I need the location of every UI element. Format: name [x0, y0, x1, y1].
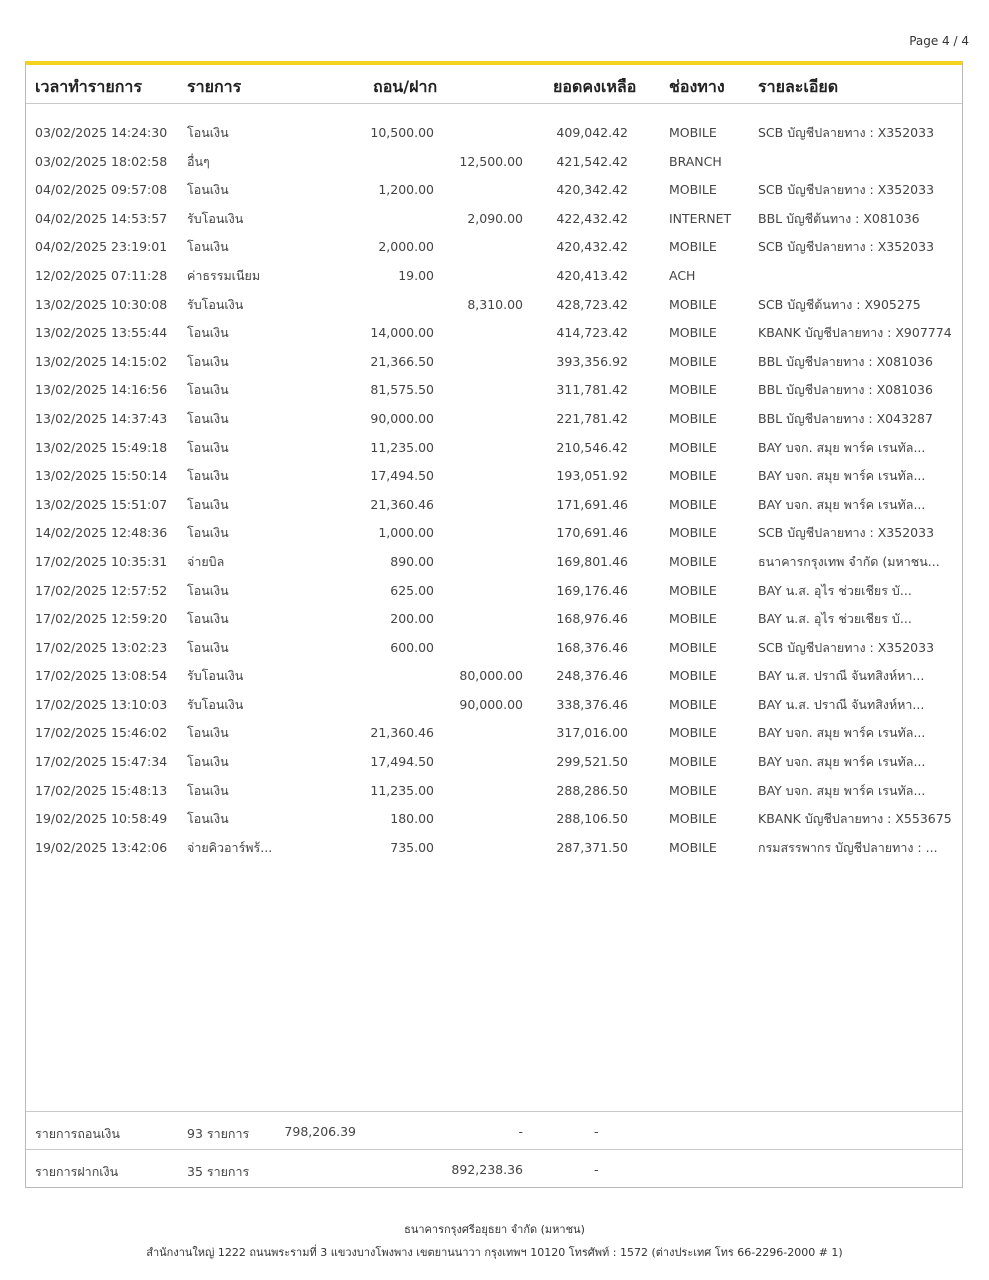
cell-description: โอนเงิน	[187, 125, 229, 140]
cell-description: ค่าธรรมเนียม	[187, 267, 261, 283]
cell-details: BAY บจก. สมุย พาร์ค เรนทัล...	[758, 754, 926, 770]
cell-description: โอนเงิน	[187, 382, 229, 398]
cell-withdraw: 21,360.46	[370, 725, 434, 741]
cell-description: โอนเงิน	[187, 239, 229, 255]
summary-count: 93 รายการ	[187, 1126, 250, 1141]
cell-time: 17/02/2025 10:35:31	[35, 553, 168, 569]
cell-withdraw: 90,000.00	[370, 410, 434, 426]
cell-withdraw: 17,494.50	[370, 754, 434, 770]
summary-balance: -	[594, 1162, 599, 1177]
table-row	[26, 125, 962, 154]
cell-time: 13/02/2025 15:49:18	[35, 439, 168, 455]
cell-description: รับโอนเงิน	[187, 668, 244, 684]
table-row	[26, 268, 962, 297]
cell-balance: 168,976.46	[556, 611, 628, 627]
cell-time: 13/02/2025 14:16:56	[35, 382, 168, 398]
cell-description: โอนเงิน	[187, 410, 229, 426]
cell-description: จ่ายคิวอาร์พร้...	[187, 839, 273, 855]
cell-balance: 428,723.42	[556, 296, 628, 312]
header-balance: ยอดคงเหลือ	[553, 77, 637, 96]
cell-details: BAY บจก. สมุย พาร์ค เรนทัล...	[758, 782, 926, 798]
table-row	[26, 382, 962, 411]
header-details: รายละเอียด	[758, 77, 839, 96]
cell-channel: MOBILE	[669, 582, 717, 598]
cell-withdraw: 11,235.00	[370, 439, 434, 455]
cell-channel: MOBILE	[669, 668, 717, 684]
cell-channel: MOBILE	[669, 782, 717, 798]
cell-details: BAY น.ส. ปราณี จันทสิงห์หา...	[758, 668, 925, 684]
cell-description: โอนเงิน	[187, 725, 229, 741]
summary-deposit-total: 892,238.36	[451, 1162, 523, 1177]
cell-details: BAY น.ส. อุไร ช่วยเชียร บั...	[758, 582, 912, 598]
cell-details: ธนาคารกรุงเทพ จำกัด (มหาชน...	[758, 553, 940, 569]
cell-details: SCB บัญชีปลายทาง : X352033	[758, 125, 935, 140]
cell-time: 03/02/2025 18:02:58	[35, 153, 168, 169]
cell-channel: MOBILE	[669, 839, 717, 855]
cell-withdraw: 81,575.50	[370, 382, 434, 398]
table-row	[26, 783, 962, 812]
cell-details: BAY บจก. สมุย พาร์ค เรนทัล...	[758, 725, 926, 741]
cell-time: 17/02/2025 15:46:02	[35, 725, 168, 741]
table-row	[26, 725, 962, 754]
cell-withdraw: 2,000.00	[378, 239, 434, 255]
cell-details: SCB บัญชีปลายทาง : X352033	[758, 182, 935, 198]
cell-channel: MOBILE	[669, 468, 717, 484]
table-row	[26, 354, 962, 383]
statement-table	[25, 61, 963, 1188]
cell-balance: 170,691.46	[556, 525, 628, 541]
cell-balance: 169,801.46	[556, 553, 628, 569]
cell-description: อื่นๆ	[187, 153, 210, 169]
cell-time: 13/02/2025 13:55:44	[35, 325, 168, 341]
cell-details: SCB บัญชีปลายทาง : X352033	[758, 639, 935, 655]
cell-withdraw: 200.00	[390, 611, 434, 627]
cell-description: โอนเงิน	[187, 611, 229, 627]
cell-deposit: 90,000.00	[459, 696, 523, 712]
cell-time: 14/02/2025 12:48:36	[35, 525, 168, 541]
cell-description: โอนเงิน	[187, 639, 229, 655]
cell-withdraw: 17,494.50	[370, 468, 434, 484]
cell-channel: MOBILE	[669, 611, 717, 627]
cell-balance: 420,342.42	[556, 182, 628, 198]
header-description: รายการ	[187, 77, 242, 96]
cell-time: 13/02/2025 15:50:14	[35, 468, 168, 484]
cell-balance: 288,286.50	[556, 782, 628, 798]
cell-details: KBANK บัญชีปลายทาง : X553675	[758, 811, 952, 827]
cell-description: โอนเงิน	[187, 468, 229, 484]
cell-channel: INTERNET	[669, 210, 732, 226]
cell-details: BBL บัญชีปลายทาง : X043287	[758, 410, 933, 426]
cell-channel: MOBILE	[669, 296, 717, 312]
cell-time: 17/02/2025 13:08:54	[35, 668, 168, 684]
summary-deposit-total: -	[518, 1124, 523, 1139]
cell-balance: 169,176.46	[556, 582, 628, 598]
header-withdraw-deposit: ถอน/ฝาก	[373, 77, 438, 96]
cell-withdraw: 1,000.00	[378, 525, 434, 541]
cell-channel: MOBILE	[669, 811, 717, 827]
table-row	[26, 525, 962, 554]
cell-channel: MOBILE	[669, 439, 717, 455]
cell-details: BAY น.ส. อุไร ช่วยเชียร บั...	[758, 611, 912, 627]
summary-label: รายการถอนเงิน	[35, 1126, 120, 1141]
table-row	[26, 297, 962, 326]
cell-time: 19/02/2025 13:42:06	[35, 839, 168, 855]
cell-balance: 338,376.46	[556, 696, 628, 712]
cell-channel: MOBILE	[669, 639, 717, 655]
cell-balance: 248,376.46	[556, 668, 628, 684]
cell-time: 13/02/2025 14:37:43	[35, 410, 168, 426]
cell-details: KBANK บัญชีปลายทาง : X907774	[758, 325, 952, 341]
cell-details: SCB บัญชีปลายทาง : X352033	[758, 525, 935, 541]
cell-balance: 422,432.42	[556, 210, 628, 226]
cell-balance: 414,723.42	[556, 325, 628, 341]
table-row	[26, 611, 962, 640]
cell-balance: 210,546.42	[556, 439, 628, 455]
cell-description: จ่ายบิล	[187, 553, 225, 569]
table-row	[26, 697, 962, 726]
cell-balance: 168,376.46	[556, 639, 628, 655]
cell-details: BAY บจก. สมุย พาร์ค เรนทัล...	[758, 439, 926, 455]
table-row	[26, 239, 962, 268]
cell-time: 19/02/2025 10:58:49	[35, 811, 168, 827]
table-row	[26, 411, 962, 440]
cell-deposit: 8,310.00	[467, 296, 523, 312]
cell-description: รับโอนเงิน	[187, 296, 244, 312]
summary-withdrawals	[26, 1111, 962, 1149]
table-row	[26, 840, 962, 869]
table-row	[26, 754, 962, 783]
cell-channel: MOBILE	[669, 239, 717, 255]
cell-channel: MOBILE	[669, 353, 717, 369]
cell-time: 17/02/2025 12:57:52	[35, 582, 168, 598]
cell-description: โอนเงิน	[187, 782, 229, 798]
cell-channel: MOBILE	[669, 496, 717, 512]
cell-details: SCB บัญชีปลายทาง : X352033	[758, 239, 935, 255]
cell-description: โอนเงิน	[187, 525, 229, 541]
cell-withdraw: 180.00	[390, 811, 434, 827]
table-row	[26, 497, 962, 526]
cell-details: BAY น.ส. ปราณี จันทสิงห์หา...	[758, 696, 925, 712]
cell-time: 04/02/2025 23:19:01	[35, 239, 168, 255]
cell-details: BBL บัญชีปลายทาง : X081036	[758, 353, 933, 369]
cell-deposit: 2,090.00	[467, 210, 523, 226]
cell-withdraw: 735.00	[390, 839, 434, 855]
header-channel: ช่องทาง	[669, 77, 725, 96]
cell-withdraw: 625.00	[390, 582, 434, 598]
cell-channel: MOBILE	[669, 382, 717, 398]
cell-time: 17/02/2025 13:10:03	[35, 696, 168, 712]
cell-time: 13/02/2025 10:30:08	[35, 296, 168, 312]
cell-time: 17/02/2025 15:48:13	[35, 782, 168, 798]
cell-description: โอนเงิน	[187, 582, 229, 598]
cell-channel: MOBILE	[669, 410, 717, 426]
summary-count: 35 รายการ	[187, 1164, 250, 1179]
cell-description: รับโอนเงิน	[187, 696, 244, 712]
cell-balance: 409,042.42	[556, 125, 628, 140]
cell-channel: MOBILE	[669, 725, 717, 741]
cell-channel: BRANCH	[669, 153, 722, 169]
page-number: Page 4 / 4	[909, 34, 969, 48]
cell-channel: MOBILE	[669, 525, 717, 541]
cell-description: รับโอนเงิน	[187, 210, 244, 226]
table-row	[26, 554, 962, 583]
cell-description: โอนเงิน	[187, 439, 229, 455]
cell-description: โอนเงิน	[187, 325, 229, 341]
cell-balance: 317,016.00	[556, 725, 628, 741]
cell-details: BBL บัญชีปลายทาง : X081036	[758, 382, 933, 398]
table-row	[26, 583, 962, 612]
cell-withdraw: 1,200.00	[378, 182, 434, 198]
cell-description: โอนเงิน	[187, 811, 229, 827]
cell-details: BAY บจก. สมุย พาร์ค เรนทัล...	[758, 496, 926, 512]
cell-balance: 311,781.42	[556, 382, 628, 398]
cell-channel: MOBILE	[669, 553, 717, 569]
cell-balance: 420,432.42	[556, 239, 628, 255]
cell-details: กรมสรรพากร บัญชีปลายทาง : ...	[758, 839, 938, 855]
cell-balance: 420,413.42	[556, 267, 628, 283]
cell-time: 04/02/2025 09:57:08	[35, 182, 168, 198]
table-row	[26, 811, 962, 840]
cell-channel: MOBILE	[669, 754, 717, 770]
footer-bank-name: ธนาคารกรุงศรีอยุธยา จำกัด (มหาชน)	[404, 1223, 585, 1236]
cell-channel: ACH	[669, 267, 696, 283]
cell-deposit: 80,000.00	[459, 668, 523, 684]
cell-balance: 393,356.92	[556, 353, 628, 369]
table-row	[26, 668, 962, 697]
cell-balance: 221,781.42	[556, 410, 628, 426]
cell-description: โอนเงิน	[187, 754, 229, 770]
cell-balance: 171,691.46	[556, 496, 628, 512]
cell-balance: 287,371.50	[556, 839, 628, 855]
cell-time: 04/02/2025 14:53:57	[35, 210, 168, 226]
cell-balance: 299,521.50	[556, 754, 628, 770]
cell-withdraw: 19.00	[398, 267, 434, 283]
cell-withdraw: 10,500.00	[370, 125, 434, 140]
summary-withdraw-total: 798,206.39	[284, 1124, 356, 1139]
summary-label: รายการฝากเงิน	[35, 1164, 119, 1179]
cell-description: โอนเงิน	[187, 353, 229, 369]
table-row	[26, 325, 962, 354]
cell-time: 17/02/2025 15:47:34	[35, 754, 168, 770]
table-row	[26, 154, 962, 183]
cell-time: 17/02/2025 12:59:20	[35, 611, 168, 627]
cell-description: โอนเงิน	[187, 182, 229, 198]
cell-balance: 193,051.92	[556, 468, 628, 484]
table-row	[26, 211, 962, 240]
cell-withdraw: 21,366.50	[370, 353, 434, 369]
table-row	[26, 640, 962, 669]
cell-withdraw: 11,235.00	[370, 782, 434, 798]
table-row	[26, 468, 962, 497]
cell-time: 03/02/2025 14:24:30	[35, 125, 168, 140]
cell-details: BAY บจก. สมุย พาร์ค เรนทัล...	[758, 468, 926, 484]
table-header	[26, 65, 962, 104]
table-row	[26, 440, 962, 469]
cell-withdraw: 600.00	[390, 639, 434, 655]
cell-time: 12/02/2025 07:11:28	[35, 267, 168, 283]
footer-address: สำนักงานใหญ่ 1222 ถนนพระรามที่ 3 แขวงบางโพงพาง เขตยานนาวา กรุงเทพฯ 10120 โทรศัพท์ : 1572 (ต่างประเทศ โทร 66-2296-2000 # 1)	[146, 1246, 843, 1259]
header-time: เวลาทำรายการ	[35, 77, 142, 96]
cell-details: SCB บัญชีต้นทาง : X905275	[758, 296, 921, 312]
cell-withdraw: 21,360.46	[370, 496, 434, 512]
cell-time: 13/02/2025 14:15:02	[35, 353, 168, 369]
cell-details: BBL บัญชีต้นทาง : X081036	[758, 210, 920, 226]
cell-channel: MOBILE	[669, 182, 717, 198]
cell-description: โอนเงิน	[187, 496, 229, 512]
transaction-list	[26, 125, 962, 868]
summary-balance: -	[594, 1124, 599, 1139]
cell-time: 17/02/2025 13:02:23	[35, 639, 168, 655]
cell-deposit: 12,500.00	[459, 153, 523, 169]
cell-balance: 288,106.50	[556, 811, 628, 827]
cell-channel: MOBILE	[669, 125, 717, 140]
table-row	[26, 182, 962, 211]
summary-deposits	[26, 1149, 962, 1187]
cell-channel: MOBILE	[669, 325, 717, 341]
cell-balance: 421,542.42	[556, 153, 628, 169]
cell-withdraw: 890.00	[390, 553, 434, 569]
cell-withdraw: 14,000.00	[370, 325, 434, 341]
cell-channel: MOBILE	[669, 696, 717, 712]
cell-time: 13/02/2025 15:51:07	[35, 496, 168, 512]
